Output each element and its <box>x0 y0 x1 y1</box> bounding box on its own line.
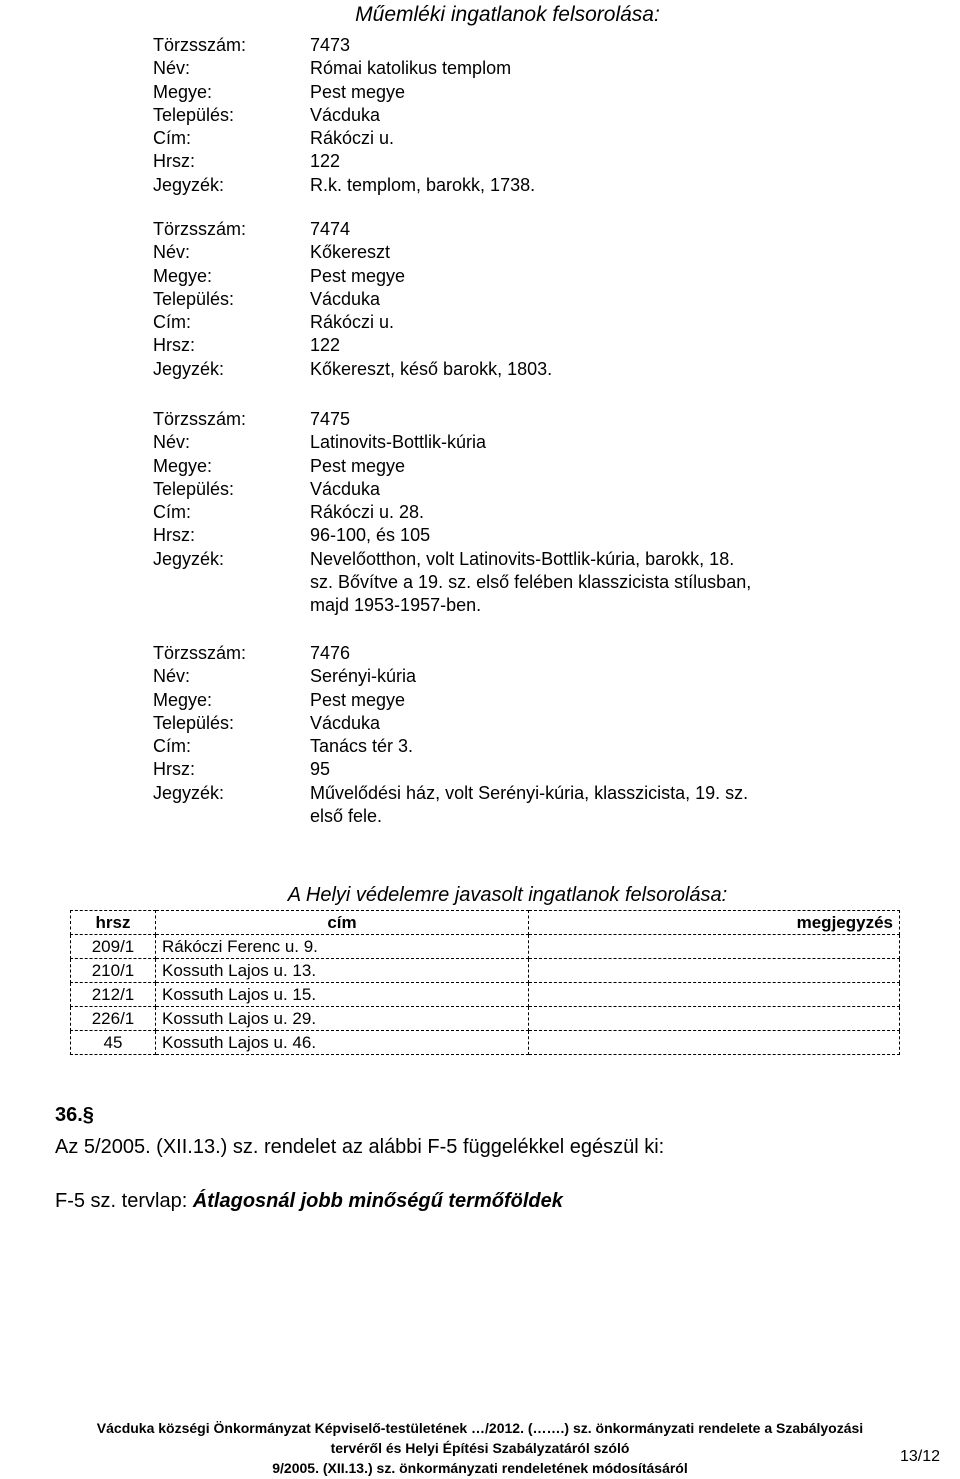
cell-megjegyzes <box>529 983 900 1007</box>
record-label: Törzsszám: <box>153 219 247 239</box>
table-row <box>71 983 900 1007</box>
cell-megjegyzes <box>529 1007 900 1031</box>
record-row <box>153 34 873 57</box>
record-label: Cím: <box>153 128 191 149</box>
record-value: Rákóczi u. <box>310 128 395 149</box>
cell-cim: Rákóczi Ferenc u. 9. <box>156 935 529 959</box>
record-label: Név: <box>153 432 191 453</box>
record-row <box>153 334 873 357</box>
record-row <box>153 241 873 264</box>
appendix-prefix: F-5 sz. tervlap: <box>55 1190 193 1212</box>
record-label: Település: <box>153 104 235 125</box>
record-label: Cím: <box>153 502 191 523</box>
cell-hrsz: 210/1 <box>71 959 156 983</box>
cell-megjegyzes <box>529 959 900 983</box>
record-value: Kőkereszt, késő barokk, 1803. <box>310 358 553 379</box>
record-row <box>153 782 873 805</box>
record-row <box>153 665 873 688</box>
record-label: Törzsszám: <box>153 409 247 429</box>
record-value: Vácduka <box>310 478 381 499</box>
record-row <box>153 311 873 334</box>
record-label: Törzsszám: <box>153 643 247 663</box>
header-hrsz: hrsz <box>71 911 156 935</box>
record-row <box>153 358 873 381</box>
header-megjegyzes: megjegyzés <box>529 911 900 935</box>
record-label: Megye: <box>153 81 213 102</box>
paragraph-number: 36.§ <box>55 1104 94 1126</box>
monument-record <box>153 642 873 828</box>
record-value: 122 <box>310 151 341 172</box>
record-row <box>153 150 873 173</box>
record-label: Hrsz: <box>153 525 195 546</box>
record-label: Jegyzék: <box>153 782 225 803</box>
record-label <box>153 594 310 617</box>
cell-cim: Kossuth Lajos u. 15. <box>156 983 529 1007</box>
record-row <box>153 571 873 594</box>
record-value: 7474 <box>310 219 351 239</box>
record-value: majd 1953-1957-ben. <box>310 595 482 616</box>
table-header-row <box>71 911 900 935</box>
record-row <box>153 265 873 288</box>
record-value: R.k. templom, barokk, 1738. <box>310 174 536 195</box>
footer-line: Vácduka községi Önkormányzat Képviselő-testületének …/2012. (…….) sz. önkormányzati rendelete a Szabályozási <box>96 1420 864 1436</box>
record-value: Kőkereszt <box>310 242 391 263</box>
header-cim: cím <box>156 911 529 935</box>
record-label: Település: <box>153 288 235 309</box>
cell-cim: Kossuth Lajos u. 13. <box>156 959 529 983</box>
record-label: Név: <box>153 666 191 687</box>
cell-megjegyzes <box>529 1031 900 1055</box>
record-row <box>153 127 873 150</box>
record-label: Megye: <box>153 455 213 476</box>
record-value: Tanács tér 3. <box>310 736 414 757</box>
page-number: 13/12 <box>899 1448 940 1465</box>
cell-hrsz: 209/1 <box>71 935 156 959</box>
record-row <box>153 758 873 781</box>
record-label: Jegyzék: <box>153 548 225 569</box>
record-row <box>153 104 873 127</box>
record-label: Hrsz: <box>153 151 195 172</box>
cell-cim: Kossuth Lajos u. 46. <box>156 1031 529 1055</box>
record-value: 7476 <box>310 643 351 663</box>
record-value: Pest megye <box>310 81 406 102</box>
section-title: A Helyi védelemre javasolt ingatlanok felsorolása: <box>287 884 728 906</box>
appendix-title: Átlagosnál jobb minőségű termőföldek <box>192 1190 563 1212</box>
cell-cim: Kossuth Lajos u. 29. <box>156 1007 529 1031</box>
monument-record <box>153 408 873 618</box>
record-label: Megye: <box>153 689 213 710</box>
record-value: Latinovits-Bottlik-kúria <box>310 432 487 453</box>
monument-record <box>153 218 873 381</box>
record-row <box>153 642 873 665</box>
record-label: Jegyzék: <box>153 358 225 379</box>
record-label: Cím: <box>153 312 191 333</box>
record-value: Rákóczi u. 28. <box>310 502 425 523</box>
record-row <box>153 408 873 431</box>
record-value: Nevelőotthon, volt Latinovits-Bottlik-kúria, barokk, 18. <box>310 548 735 569</box>
footer <box>0 1418 960 1478</box>
footer-line: tervéről és Helyi Építési Szabályzatáról szóló <box>330 1440 630 1456</box>
record-row <box>153 805 873 828</box>
record-value: 7475 <box>310 409 351 429</box>
record-row <box>153 81 873 104</box>
record-value: Vácduka <box>310 104 381 125</box>
record-row <box>153 594 873 617</box>
record-label: Törzsszám: <box>153 35 247 55</box>
table-row <box>71 935 900 959</box>
record-row <box>153 548 873 571</box>
table-row <box>71 959 900 983</box>
record-row <box>153 57 873 80</box>
record-value: első fele. <box>310 806 383 827</box>
record-label: Név: <box>153 242 191 263</box>
record-label <box>153 805 310 828</box>
record-label: Cím: <box>153 736 191 757</box>
record-value: 96-100, és 105 <box>310 525 431 546</box>
monument-record <box>153 34 873 197</box>
record-row <box>153 735 873 758</box>
record-label: Hrsz: <box>153 335 195 356</box>
record-value: 95 <box>310 759 331 780</box>
record-value: 7473 <box>310 35 351 55</box>
table-row <box>71 1007 900 1031</box>
record-value: Vácduka <box>310 288 381 309</box>
record-row <box>153 218 873 241</box>
record-value: Pest megye <box>310 265 406 286</box>
paragraph-text: Az 5/2005. (XII.13.) sz. rendelet az alábbi F-5 függelékkel egészül ki: <box>55 1136 665 1158</box>
cell-megjegyzes <box>529 935 900 959</box>
record-label: Település: <box>153 478 235 499</box>
record-row <box>153 712 873 735</box>
record-row <box>153 524 873 547</box>
appendix-line <box>55 1190 563 1213</box>
record-value: Pest megye <box>310 689 406 710</box>
record-label: Település: <box>153 712 235 733</box>
record-value: Serényi-kúria <box>310 666 417 687</box>
record-value: Római katolikus templom <box>310 58 512 79</box>
table-row <box>71 1031 900 1055</box>
record-value: Rákóczi u. <box>310 312 395 333</box>
record-row <box>153 288 873 311</box>
record-row <box>153 174 873 197</box>
cell-hrsz: 45 <box>71 1031 156 1055</box>
record-label <box>153 571 310 594</box>
record-row <box>153 431 873 454</box>
record-row <box>153 455 873 478</box>
cell-hrsz: 226/1 <box>71 1007 156 1031</box>
record-row <box>153 501 873 524</box>
record-value: 122 <box>310 335 341 356</box>
record-label: Hrsz: <box>153 759 195 780</box>
footer-line: 9/2005. (XII.13.) sz. önkormányzati rendeletének módosításáról <box>272 1460 688 1476</box>
local-protection-table <box>70 910 900 1055</box>
record-value: Művelődési ház, volt Serényi-kúria, klasszicista, 19. sz. <box>310 782 749 803</box>
record-label: Név: <box>153 58 191 79</box>
record-value: Pest megye <box>310 455 406 476</box>
record-label: Megye: <box>153 265 213 286</box>
record-row <box>153 689 873 712</box>
record-label: Jegyzék: <box>153 174 225 195</box>
record-value: sz. Bővítve a 19. sz. első felében klasszicista stílusban, <box>310 572 752 593</box>
record-row <box>153 478 873 501</box>
page-title: Műemléki ingatlanok felsorolása: <box>355 3 660 26</box>
cell-hrsz: 212/1 <box>71 983 156 1007</box>
record-value: Vácduka <box>310 712 381 733</box>
